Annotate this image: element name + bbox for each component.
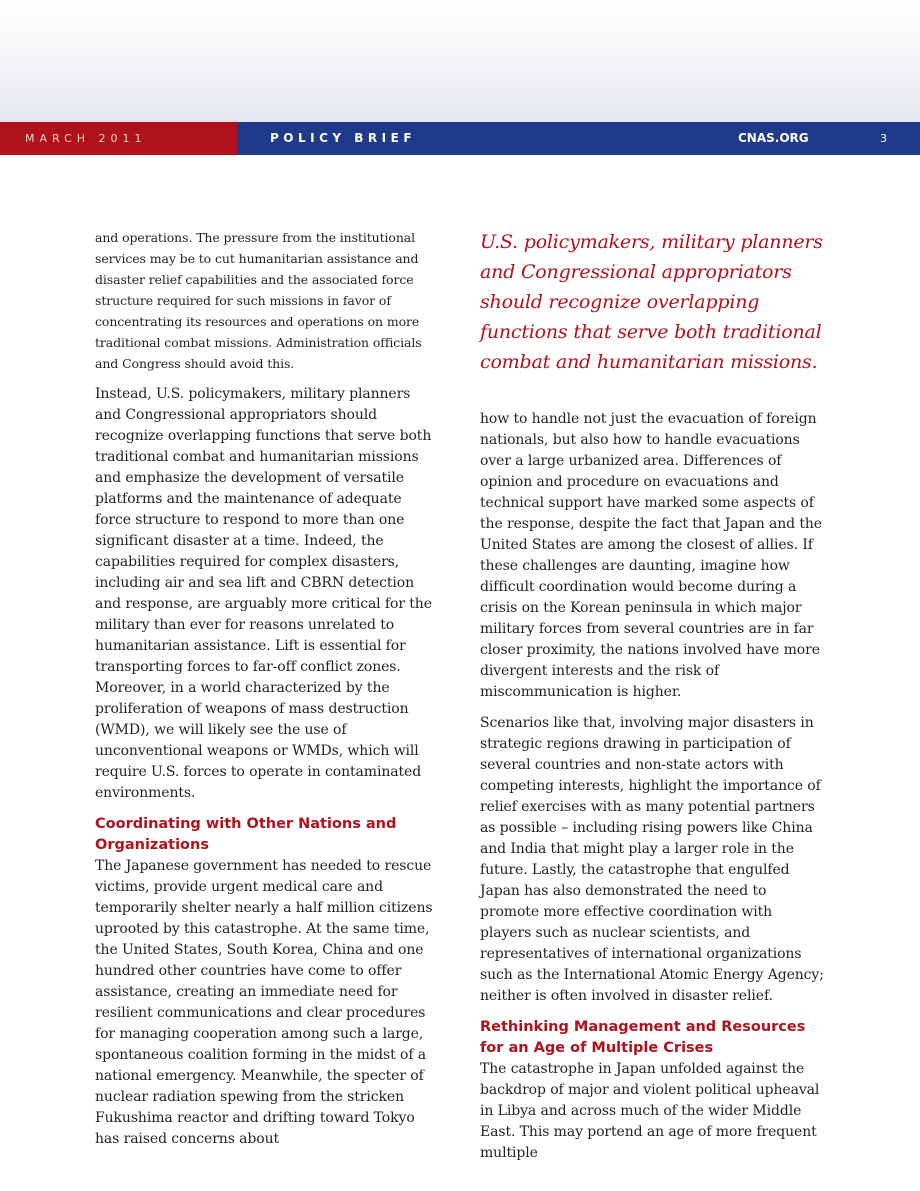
paragraph: Instead, U.S. policymakers, military planners and Congressional appropriators should recognize overlapping functions that serve both traditional combat and humanitarian missions and emphasize the development of versatile platforms and the maintenance of adequate force structure to respond to more than one significant disaster at a time. Indeed, the capabilities required for complex disasters, including air and sea lift and CBRN detection and response, are arguably more critical for the military than ever for reasons unrelated to humanitarian assistance. Lift is essential for transporting forces to far-off conflict zones. Moreover, in a world characterized by the proliferation of weapons of mass destruction (WMD), we will likely see the use of unconventional weapons or WMDs, which will require U.S. forces to operate in contaminated environments. [95, 386, 432, 801]
header-date: MARCH 2011 [25, 132, 147, 145]
paragraph: Scenarios like that, involving major disasters in strategic regions drawing in participation of several countries and non-state actors with competing interests, highlight the importance of relief exercises with as many potential partners as possible – including rising powers like China and India that might play a larger role in the future. Lastly, the catastrophe that engulfed Japan has also demonstrated the need to promote more effective coordination with players such as nuclear scientists, and representatives of international organizations such as the International Atomic Energy Agency; neither is often involved in disaster relief. [480, 715, 824, 1004]
paragraph: and operations. The pressure from the institutional services may be to cut humanitarian assistance and disaster relief capabilities and the associated force structure required for such missions in favor of concentrating its resources and operations on more traditional combat missions. Administration officials and Congress should avoid this. [95, 230, 422, 371]
left-column [95, 227, 440, 1160]
header-publication: POLICY BRIEF [270, 131, 417, 145]
section-heading: Coordinating with Other Nations and Organizations [95, 816, 397, 853]
top-background [0, 0, 920, 122]
header-site-link[interactable]: CNAS.ORG [738, 131, 809, 145]
right-column [480, 227, 825, 1174]
section-heading: Rethinking Management and Resources for an Age of Multiple Crises [480, 1019, 806, 1056]
pull-quote: U.S. policymakers, military planners and Congressional appropriators should recognize overlapping functions that serve both traditional combat and humanitarian missions. [480, 231, 823, 373]
header-bar [0, 122, 920, 155]
paragraph: The Japanese government has needed to rescue victims, provide urgent medical care and temporarily shelter nearly a half million citizens uprooted by this catastrophe. At the same time, the United States, South Korea, China and one hundred other countries have come to offer assistance, creating an immediate need for resilient communications and clear procedures for managing cooperation among such a large, spontaneous coalition forming in the midst of a national emergency. Meanwhile, the specter of nuclear radiation spewing from the stricken Fukushima reactor and drifting toward Tokyo has raised concerns about [95, 858, 433, 1147]
paragraph: how to handle not just the evacuation of foreign nationals, but also how to handle evacuations over a large urbanized area. Differences of opinion and procedure on evacuations and technical support have marked some aspects of the response, despite the fact that Japan and the United States are among the closest of allies. If these challenges are daunting, imagine how difficult coordination would become during a crisis on the Korean peninsula in which major military forces from several countries are in far closer proximity, the nations involved have more divergent interests and the risk of miscommunication is higher. [480, 411, 822, 700]
page-number: 3 [880, 132, 887, 145]
paragraph: The catastrophe in Japan unfolded against the backdrop of major and violent political upheaval in Libya and across much of the wider Middle East. This may portend an age of more frequent multiple [480, 1061, 820, 1161]
